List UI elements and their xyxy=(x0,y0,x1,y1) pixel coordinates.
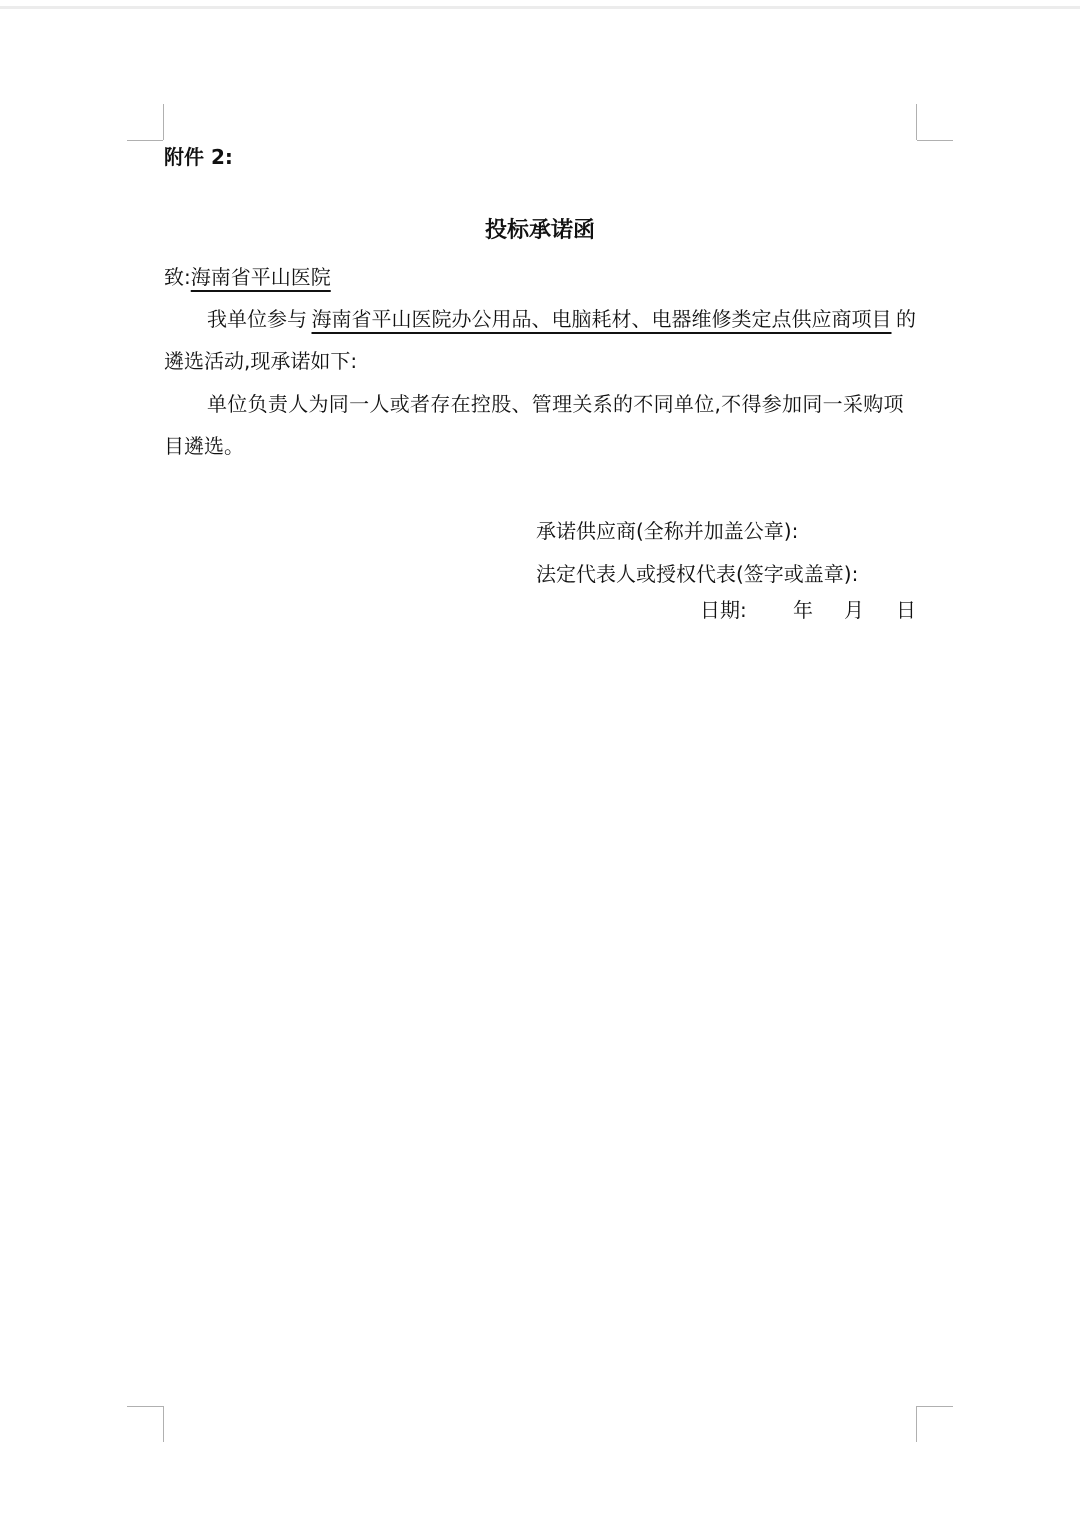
signature-supplier: 承诺供应商(全称并加盖公章): xyxy=(536,519,799,543)
recipient-name: 海南省平山医院 xyxy=(190,265,331,289)
attachment-label: 附件 2: xyxy=(164,145,233,169)
recipient-line xyxy=(164,264,331,290)
crop-mark-bottom-left-v xyxy=(163,1406,164,1442)
crop-mark-top-left-v xyxy=(163,104,164,140)
paragraph-2-line-2: 目遴选。 xyxy=(164,434,244,458)
paragraph-1-project-name: 海南省平山医院办公用品、电脑耗材、电器维修类定点供应商项目 xyxy=(311,307,892,331)
crop-mark-bottom-right-v xyxy=(916,1406,917,1442)
date-month: 月 xyxy=(844,598,864,622)
crop-mark-bottom-left-h xyxy=(127,1406,163,1407)
crop-mark-bottom-right-h xyxy=(917,1406,953,1407)
paragraph-2-line-1: 单位负责人为同一人或者存在控股、管理关系的不同单位,不得参加同一采购项 xyxy=(207,392,904,416)
recipient-prefix: 致: xyxy=(164,265,191,289)
paragraph-1-prefix: 我单位参与 xyxy=(207,307,307,331)
date-year: 年 xyxy=(793,598,813,622)
date-day: 日 xyxy=(896,598,916,622)
crop-mark-top-right-h xyxy=(917,140,953,141)
crop-mark-top-right-v xyxy=(916,104,917,140)
signature-representative: 法定代表人或授权代表(签字或盖章): xyxy=(536,562,859,586)
crop-mark-top-left-h xyxy=(127,140,163,141)
paragraph-1-suffix: 的 xyxy=(896,307,916,331)
paragraph-1-line-2: 遴选活动,现承诺如下: xyxy=(164,349,358,373)
document-title: 投标承诺函 xyxy=(484,218,595,243)
date-label: 日期: xyxy=(700,598,747,622)
paragraph-1-line-1 xyxy=(207,306,916,332)
